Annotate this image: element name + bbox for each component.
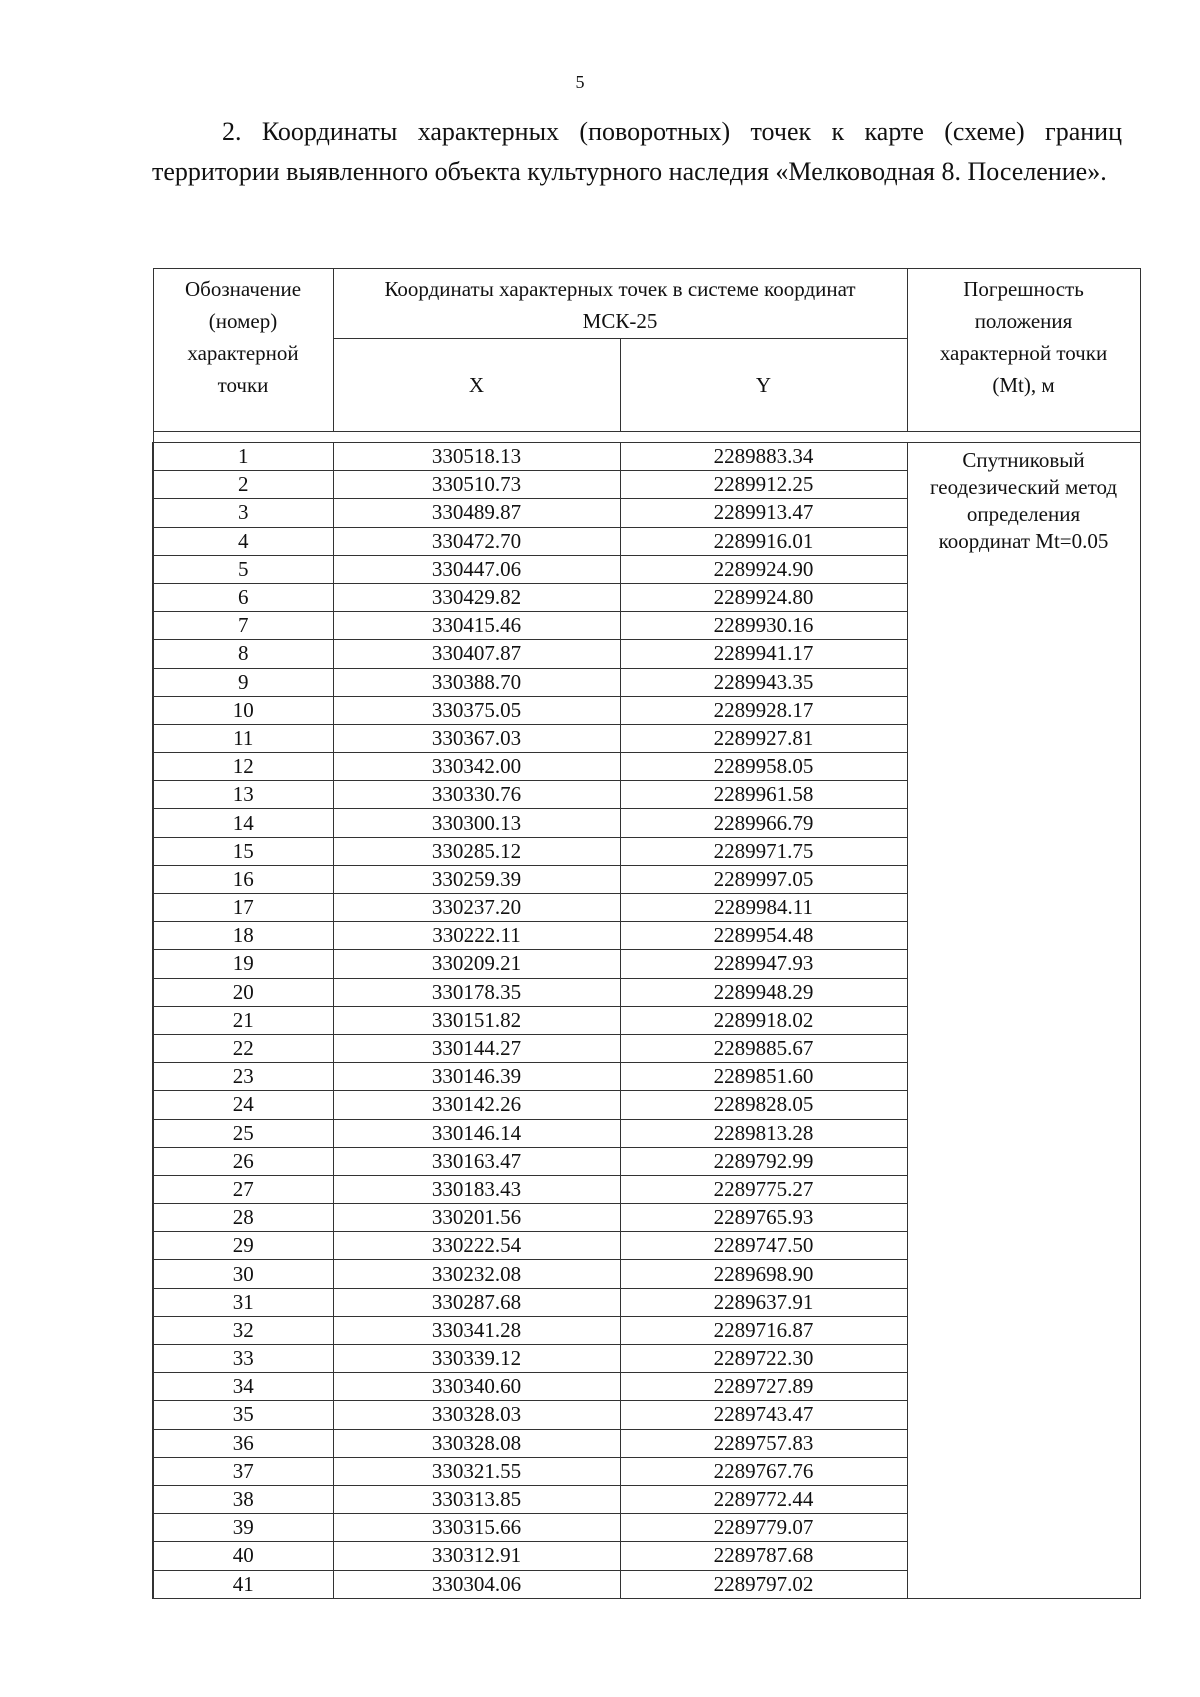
y-coordinate-cell: 2289698.90 — [620, 1260, 907, 1288]
x-coordinate-cell: 330321.55 — [333, 1457, 620, 1485]
x-coordinate-cell: 330429.82 — [333, 583, 620, 611]
point-number-cell: 13 — [153, 781, 333, 809]
x-coordinate-cell: 330510.73 — [333, 471, 620, 499]
x-coordinate-cell: 330178.35 — [333, 978, 620, 1006]
point-number-cell: 30 — [153, 1260, 333, 1288]
point-number-cell: 27 — [153, 1175, 333, 1203]
x-coordinate-cell: 330237.20 — [333, 894, 620, 922]
y-coordinate-cell: 2289757.83 — [620, 1429, 907, 1457]
x-coordinate-cell: 330259.39 — [333, 865, 620, 893]
x-coordinate-cell: 330415.46 — [333, 612, 620, 640]
point-number-cell: 36 — [153, 1429, 333, 1457]
x-coordinate-cell: 330151.82 — [333, 1006, 620, 1034]
y-coordinate-cell: 2289883.34 — [620, 443, 907, 471]
point-number-cell: 11 — [153, 724, 333, 752]
y-coordinate-cell: 2289966.79 — [620, 809, 907, 837]
point-number-cell: 16 — [153, 865, 333, 893]
method-line: определения — [966, 502, 1081, 526]
y-coordinate-cell: 2289961.58 — [620, 781, 907, 809]
x-coordinate-cell: 330312.91 — [333, 1542, 620, 1570]
x-coordinate-cell: 330489.87 — [333, 499, 620, 527]
x-coordinate-cell: 330341.28 — [333, 1316, 620, 1344]
y-coordinate-cell: 2289928.17 — [620, 696, 907, 724]
x-coordinate-cell: 330472.70 — [333, 527, 620, 555]
point-number-cell: 29 — [153, 1232, 333, 1260]
y-coordinate-cell: 2289747.50 — [620, 1232, 907, 1260]
header-x: X — [333, 339, 620, 432]
y-coordinate-cell: 2289918.02 — [620, 1006, 907, 1034]
y-coordinate-cell: 2289828.05 — [620, 1091, 907, 1119]
y-coordinate-cell: 2289930.16 — [620, 612, 907, 640]
intro-paragraph — [152, 112, 1122, 192]
x-coordinate-cell: 330375.05 — [333, 696, 620, 724]
y-coordinate-cell: 2289722.30 — [620, 1345, 907, 1373]
coordinates-rows — [153, 443, 1140, 1599]
x-coordinate-cell: 330328.03 — [333, 1401, 620, 1429]
point-number-cell: 12 — [153, 753, 333, 781]
method-cell — [907, 443, 1140, 1599]
y-coordinate-cell: 2289727.89 — [620, 1373, 907, 1401]
point-number-cell: 5 — [153, 555, 333, 583]
x-coordinate-cell: 330315.66 — [333, 1514, 620, 1542]
point-number-cell: 3 — [153, 499, 333, 527]
y-coordinate-cell: 2289851.60 — [620, 1063, 907, 1091]
point-number-cell: 38 — [153, 1485, 333, 1513]
point-number-cell: 17 — [153, 894, 333, 922]
y-coordinate-cell: 2289924.80 — [620, 583, 907, 611]
y-coordinate-cell: 2289912.25 — [620, 471, 907, 499]
x-coordinate-cell: 330146.39 — [333, 1063, 620, 1091]
header-point-number: Обозначение (номер) характерной точки — [153, 269, 333, 432]
x-coordinate-cell: 330183.43 — [333, 1175, 620, 1203]
x-coordinate-cell: 330388.70 — [333, 668, 620, 696]
x-coordinate-cell: 330144.27 — [333, 1034, 620, 1062]
y-coordinate-cell: 2289943.35 — [620, 668, 907, 696]
y-coordinate-cell: 2289885.67 — [620, 1034, 907, 1062]
point-number-cell: 7 — [153, 612, 333, 640]
y-coordinate-cell: 2289787.68 — [620, 1542, 907, 1570]
x-coordinate-cell: 330447.06 — [333, 555, 620, 583]
point-number-cell: 10 — [153, 696, 333, 724]
point-number-cell: 14 — [153, 809, 333, 837]
x-coordinate-cell: 330367.03 — [333, 724, 620, 752]
header-gap — [153, 432, 1140, 443]
x-coordinate-cell: 330407.87 — [333, 640, 620, 668]
y-coordinate-cell: 2289941.17 — [620, 640, 907, 668]
y-coordinate-cell: 2289637.91 — [620, 1288, 907, 1316]
table-row — [153, 443, 1140, 471]
x-coordinate-cell: 330285.12 — [333, 837, 620, 865]
y-coordinate-cell: 2289913.47 — [620, 499, 907, 527]
y-coordinate-cell: 2289792.99 — [620, 1147, 907, 1175]
y-coordinate-cell: 2289997.05 — [620, 865, 907, 893]
y-coordinate-cell: 2289947.93 — [620, 950, 907, 978]
point-number-cell: 18 — [153, 922, 333, 950]
point-number-cell: 37 — [153, 1457, 333, 1485]
header-error: Погрешность положения характерной точки (Mt), м — [907, 269, 1140, 432]
point-number-cell: 32 — [153, 1316, 333, 1344]
coordinates-table — [152, 268, 1141, 1599]
x-coordinate-cell: 330209.21 — [333, 950, 620, 978]
page-number: 5 — [575, 72, 585, 92]
point-number-cell: 4 — [153, 527, 333, 555]
y-coordinate-cell: 2289958.05 — [620, 753, 907, 781]
x-coordinate-cell: 330163.47 — [333, 1147, 620, 1175]
y-coordinate-cell: 2289924.90 — [620, 555, 907, 583]
point-number-cell: 20 — [153, 978, 333, 1006]
method-line: координат Mt=0.05 — [938, 529, 1109, 553]
point-number-cell: 28 — [153, 1204, 333, 1232]
y-coordinate-cell: 2289765.93 — [620, 1204, 907, 1232]
y-coordinate-cell: 2289813.28 — [620, 1119, 907, 1147]
point-number-cell: 24 — [153, 1091, 333, 1119]
point-number-cell: 19 — [153, 950, 333, 978]
x-coordinate-cell: 330222.11 — [333, 922, 620, 950]
y-coordinate-cell: 2289916.01 — [620, 527, 907, 555]
x-coordinate-cell: 330304.06 — [333, 1570, 620, 1598]
x-coordinate-cell: 330201.56 — [333, 1204, 620, 1232]
x-coordinate-cell: 330328.08 — [333, 1429, 620, 1457]
x-coordinate-cell: 330340.60 — [333, 1373, 620, 1401]
point-number-cell: 39 — [153, 1514, 333, 1542]
point-number-cell: 21 — [153, 1006, 333, 1034]
y-coordinate-cell: 2289954.48 — [620, 922, 907, 950]
y-coordinate-cell: 2289767.76 — [620, 1457, 907, 1485]
header-y: Y — [620, 339, 907, 432]
point-number-cell: 22 — [153, 1034, 333, 1062]
y-coordinate-cell: 2289779.07 — [620, 1514, 907, 1542]
x-coordinate-cell: 330300.13 — [333, 809, 620, 837]
point-number-cell: 26 — [153, 1147, 333, 1175]
y-coordinate-cell: 2289743.47 — [620, 1401, 907, 1429]
point-number-cell: 9 — [153, 668, 333, 696]
point-number-cell: 35 — [153, 1401, 333, 1429]
point-number-cell: 25 — [153, 1119, 333, 1147]
x-coordinate-cell: 330330.76 — [333, 781, 620, 809]
header-coordinates: Координаты характерных точек в системе координат МСК-25 — [333, 269, 907, 339]
x-coordinate-cell: 330339.12 — [333, 1345, 620, 1373]
intro-text: 2. Координаты характерных (поворотных) точек к карте (схеме) границ территории выявленного объекта культурного наследия «Мелководная 8. Поселение». — [152, 117, 1122, 186]
x-coordinate-cell: 330518.13 — [333, 443, 620, 471]
point-number-cell: 15 — [153, 837, 333, 865]
y-coordinate-cell: 2289772.44 — [620, 1485, 907, 1513]
point-number-cell: 34 — [153, 1373, 333, 1401]
point-number-cell: 40 — [153, 1542, 333, 1570]
point-number-cell: 8 — [153, 640, 333, 668]
method-line: Спутниковый — [962, 448, 1085, 472]
x-coordinate-cell: 330232.08 — [333, 1260, 620, 1288]
y-coordinate-cell: 2289775.27 — [620, 1175, 907, 1203]
point-number-cell: 6 — [153, 583, 333, 611]
point-number-cell: 2 — [153, 471, 333, 499]
x-coordinate-cell: 330222.54 — [333, 1232, 620, 1260]
y-coordinate-cell: 2289797.02 — [620, 1570, 907, 1598]
y-coordinate-cell: 2289927.81 — [620, 724, 907, 752]
point-number-cell: 33 — [153, 1345, 333, 1373]
y-coordinate-cell: 2289984.11 — [620, 894, 907, 922]
x-coordinate-cell: 330342.00 — [333, 753, 620, 781]
y-coordinate-cell: 2289716.87 — [620, 1316, 907, 1344]
x-coordinate-cell: 330287.68 — [333, 1288, 620, 1316]
point-number-cell: 31 — [153, 1288, 333, 1316]
point-number-cell: 41 — [153, 1570, 333, 1598]
x-coordinate-cell: 330146.14 — [333, 1119, 620, 1147]
y-coordinate-cell: 2289971.75 — [620, 837, 907, 865]
x-coordinate-cell: 330142.26 — [333, 1091, 620, 1119]
y-coordinate-cell: 2289948.29 — [620, 978, 907, 1006]
method-line: геодезический метод — [929, 475, 1118, 499]
point-number-cell: 1 — [153, 443, 333, 471]
point-number-cell: 23 — [153, 1063, 333, 1091]
x-coordinate-cell: 330313.85 — [333, 1485, 620, 1513]
coordinates-table-wrap — [152, 268, 1141, 1599]
